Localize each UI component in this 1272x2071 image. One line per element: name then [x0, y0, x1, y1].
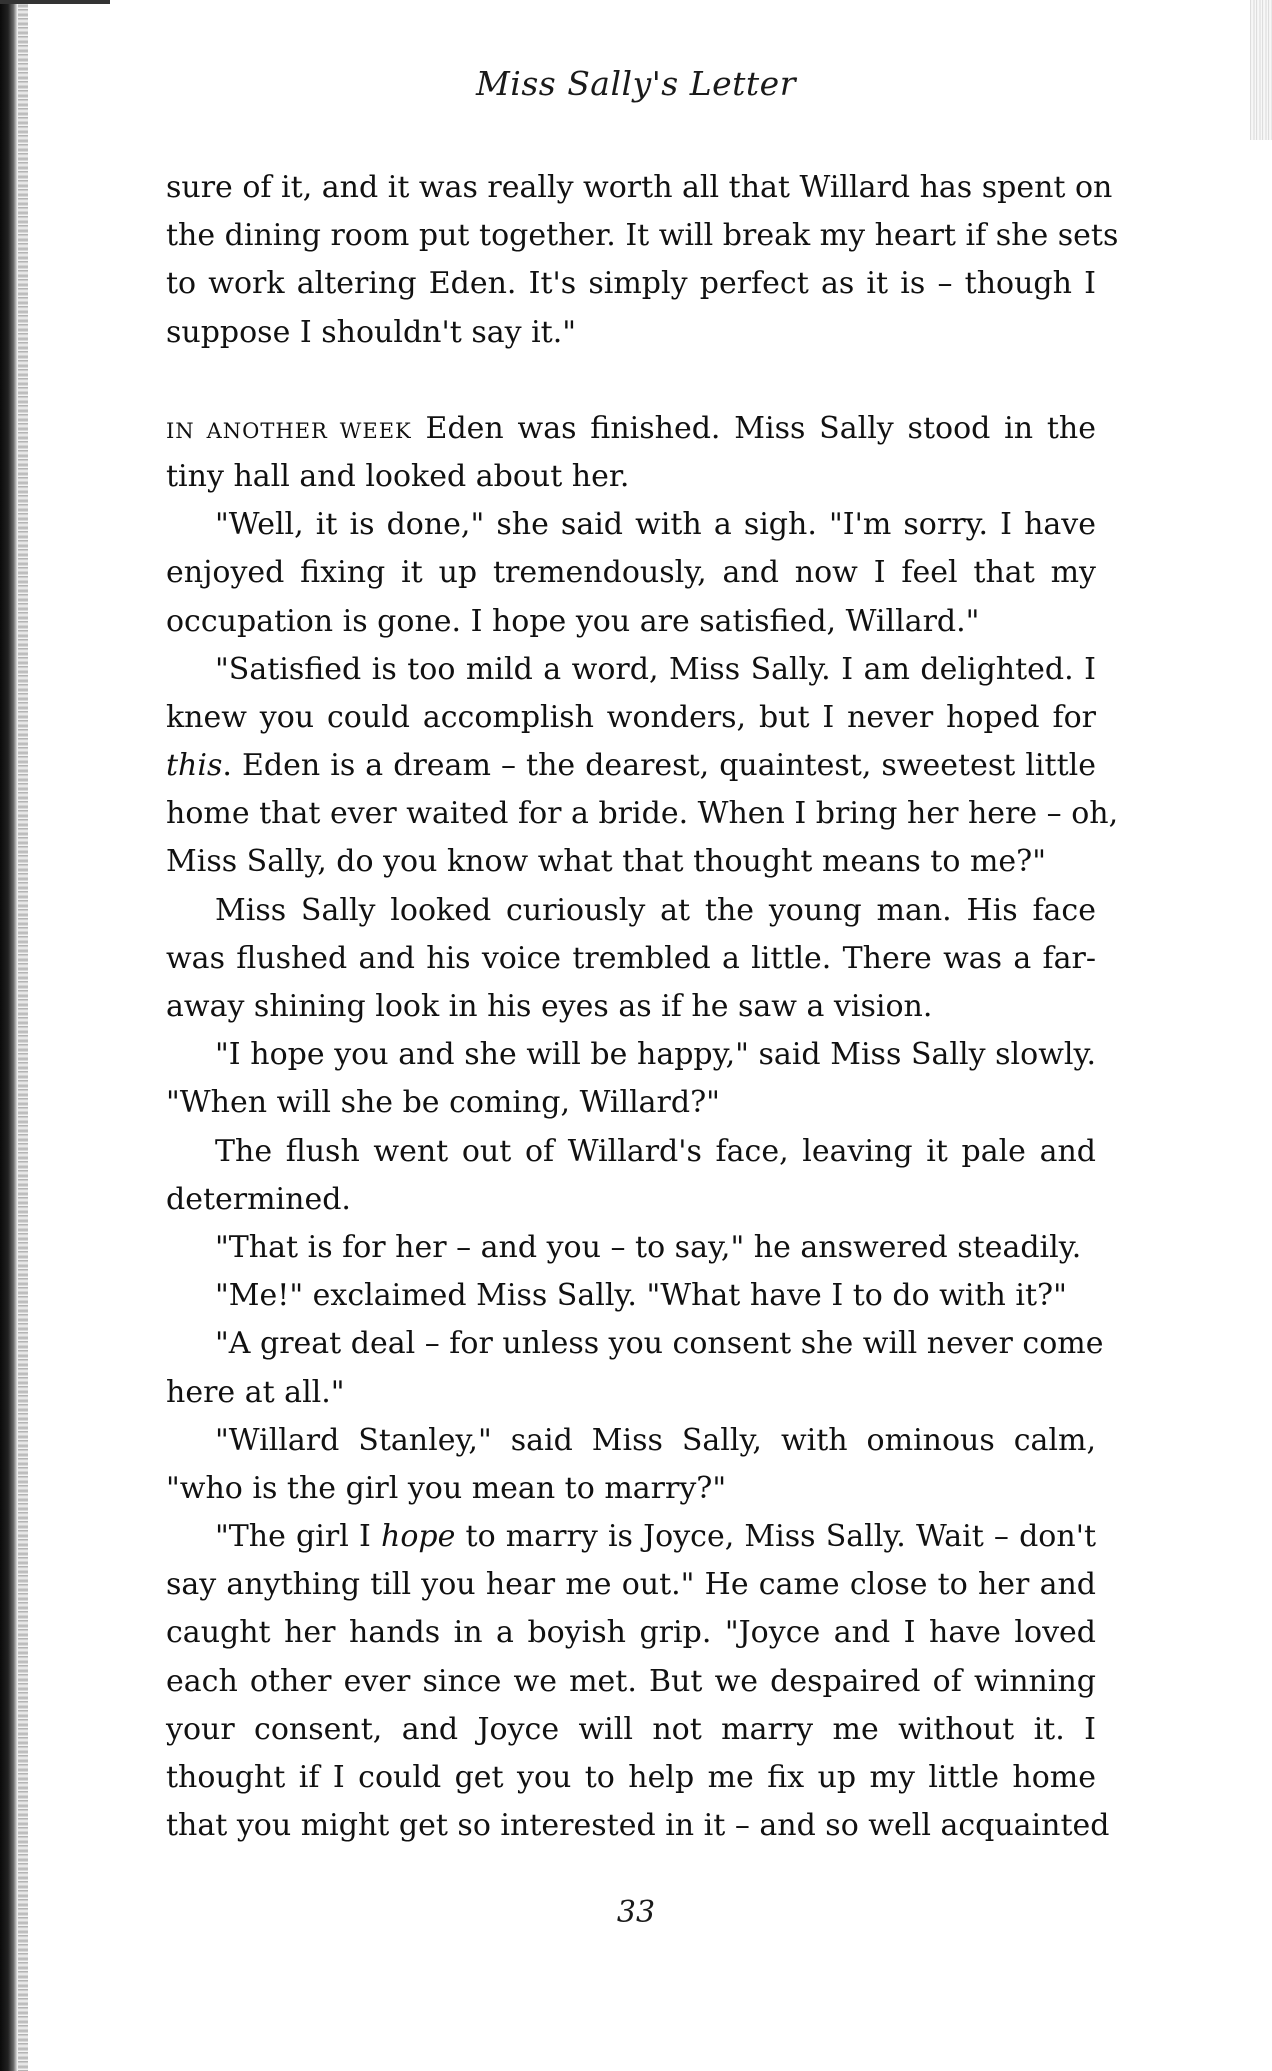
text-line: the dining room put together. It will break my heart if she sets	[166, 218, 1119, 254]
emphasis-text: this	[166, 748, 223, 784]
text-run: . Eden is a dream – the dearest, quaintest, sweetest little	[222, 748, 1096, 784]
text-line: "When will she be coming, Willard?"	[166, 1085, 720, 1121]
text-line: each other ever since we met. But we despaired of winning	[166, 1663, 1096, 1699]
text-line: Miss Sally looked curiously at the young man. His face	[215, 892, 1096, 928]
text-line: "Willard Stanley," said Miss Sally, with ominous calm,	[215, 1422, 1096, 1458]
text-line	[166, 1513, 1096, 1561]
text-line: The flush went out of Willard's face, leaving it pale and	[215, 1133, 1096, 1169]
text-line: knew you could accomplish wonders, but I never hoped for	[166, 699, 1096, 735]
text-line: home that ever waited for a bride. When I bring her here – oh,	[166, 796, 1119, 832]
text-line: was flushed and his voice trembled a little. There was a far-	[166, 940, 1096, 976]
text-line: say anything till you hear me out." He came close to her and	[166, 1567, 1096, 1603]
text-line: "A great deal – for unless you consent she will never come	[215, 1326, 1104, 1362]
text-line: sure of it, and it was really worth all that Willard has spent on	[166, 170, 1113, 205]
text-line: away shining look in his eyes as if he saw a vision.	[166, 989, 933, 1024]
text-line: "Well, it is done," she said with a sigh. "I'm sorry. I have	[215, 507, 1096, 543]
binding-shadow	[0, 0, 18, 2071]
emphasis-text: hope	[381, 1519, 456, 1555]
text-line: your consent, and Joyce will not marry me without it. I	[166, 1711, 1096, 1747]
text-line: tiny hall and looked about her.	[166, 458, 630, 494]
body-text	[166, 164, 1119, 1850]
section-break	[166, 357, 1096, 405]
text-line: "That is for her – and you – to say," he answered steadily.	[215, 1229, 1082, 1265]
text-line: "I hope you and she will be happy," said Miss Sally slowly.	[215, 1037, 1096, 1073]
text-line: "who is the girl you mean to marry?"	[166, 1470, 727, 1506]
scan-edge-mark	[0, 0, 110, 4]
text-line: Miss Sally, do you know what that thought means to me?"	[166, 844, 1047, 880]
text-run: to marry is Joyce, Miss Sally. Wait – don't	[455, 1519, 1096, 1555]
text-line: here at all."	[166, 1374, 345, 1410]
section-opening-line	[166, 405, 1096, 453]
text-line: enjoyed fixing it up tremendously, and now I feel that my	[166, 555, 1096, 591]
text-run: "The girl I	[215, 1519, 381, 1555]
small-caps-opening: IN ANOTHER WEEK	[166, 418, 412, 443]
text-line: determined.	[166, 1181, 351, 1217]
text-line: "Me!" exclaimed Miss Sally. "What have I to do with it?"	[215, 1278, 1067, 1314]
running-head: Miss Sally's Letter	[475, 64, 796, 103]
text-run: Eden was finished. Miss Sally stood in the	[411, 410, 1097, 446]
text-line: suppose I shouldn't say it."	[166, 314, 577, 350]
text-line	[166, 742, 1096, 790]
text-line: that you might get so interested in it – and so well acquainted	[166, 1808, 1110, 1844]
text-line: to work altering Eden. It's simply perfect as it is – though I	[166, 266, 1096, 302]
text-line: thought if I could get you to help me fix up my little home	[166, 1760, 1096, 1795]
page-number: 33	[616, 1895, 656, 1930]
text-line: "Satisfied is too mild a word, Miss Sally. I am delighted. I	[215, 651, 1096, 687]
text-line: occupation is gone. I hope you are satisfied, Willard."	[166, 603, 980, 639]
text-line: caught her hands in a boyish grip. "Joyce and I have loved	[166, 1615, 1096, 1651]
